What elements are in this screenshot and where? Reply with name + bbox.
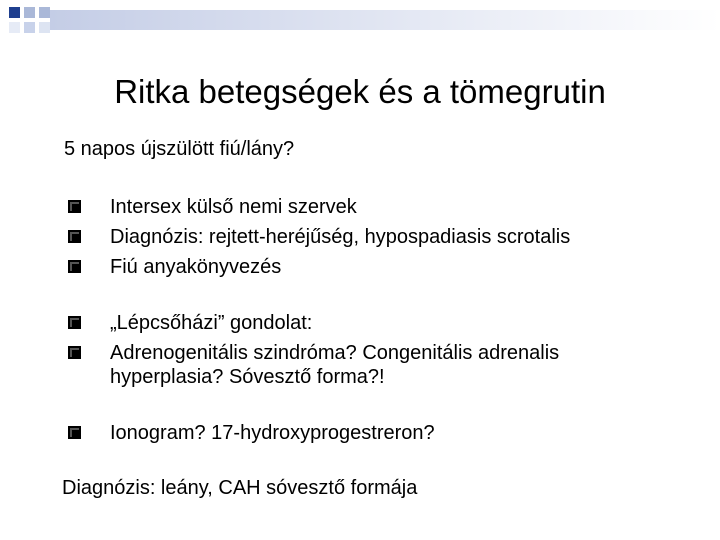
decor-square-pale (39, 22, 50, 33)
decor-square-light (39, 7, 50, 18)
list-item-text: Intersex külső nemi szervek (110, 196, 357, 218)
slide-intro: 5 napos újszülött fiú/lány? (64, 138, 295, 160)
list-item-text: Diagnózis: rejtett-heréjűség, hypospadiasis scrotalis (110, 226, 571, 248)
list-item-text: Fiú anyakönyvezés (110, 256, 282, 278)
square-bullet-icon (68, 426, 81, 439)
decor-square-dark (9, 7, 20, 18)
square-bullet-icon (68, 260, 81, 273)
square-bullet-icon (68, 316, 81, 329)
decor-square-light (24, 22, 35, 33)
list-item-text: „Lépcsőházi” gondolat: (110, 312, 313, 334)
decor-square-pale (9, 22, 20, 33)
decor-square-light (24, 7, 35, 18)
header-decoration (0, 0, 720, 40)
slide-conclusion: Diagnózis: leány, CAH sóvesztő formája (62, 477, 418, 499)
list-item-text: Adrenogenitális szindróma? Congenitális adrenalis hyperplasia? Sóvesztő forma?! (110, 342, 560, 388)
square-bullet-icon (68, 200, 81, 213)
decor-gradient-bar (50, 10, 720, 30)
square-bullet-icon (68, 230, 81, 243)
list-item-text: Ionogram? 17-hydroxyprogestreron? (110, 422, 435, 444)
square-bullet-icon (68, 346, 81, 359)
slide-title: Ritka betegségek és a tömegrutin (114, 73, 606, 110)
